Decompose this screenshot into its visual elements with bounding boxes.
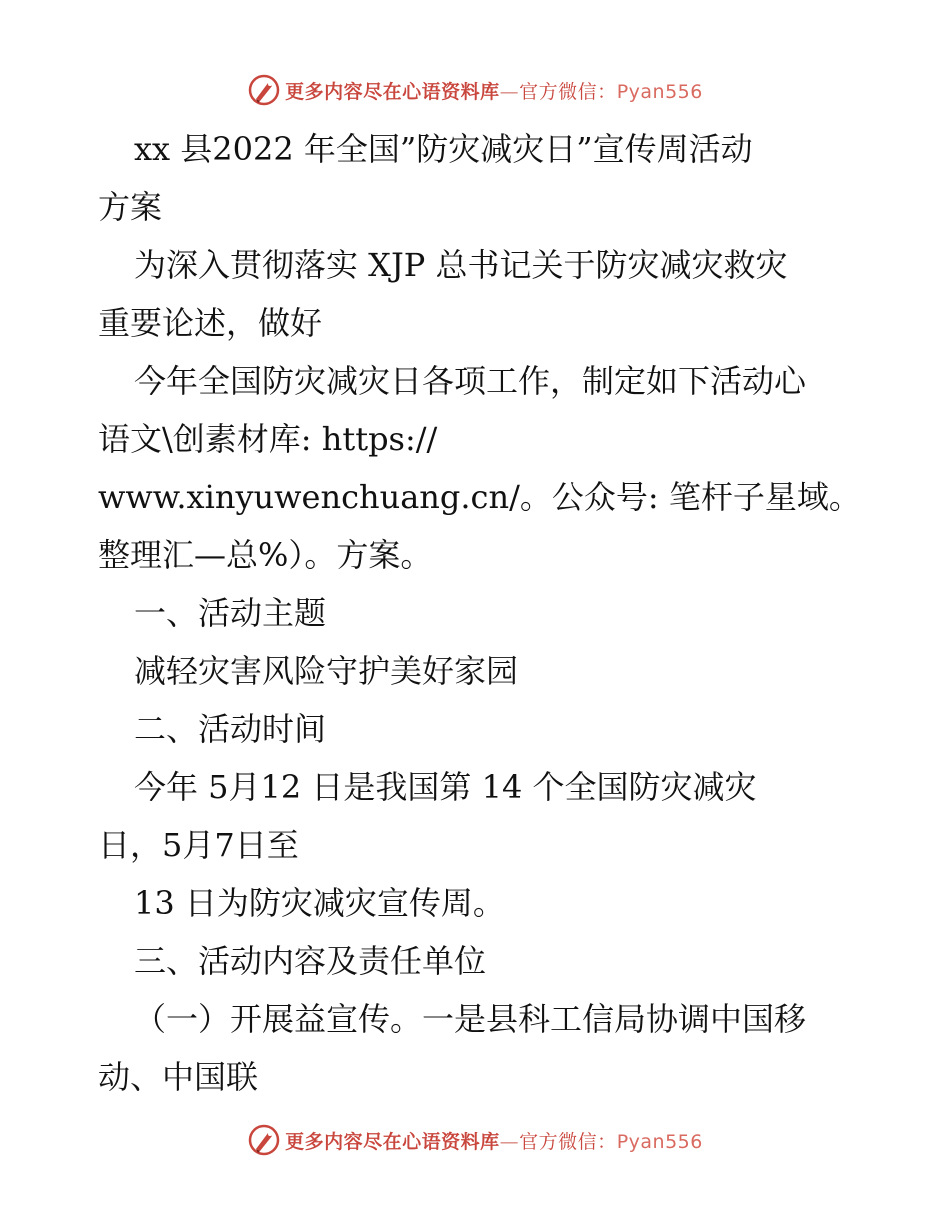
paragraph-work-cont-2: www.xinyuwenchuang.cn/。公众号: 笔杆子星域。 [98,478,861,516]
header-watermark-banner [0,70,950,110]
pen-logo-icon [247,1123,281,1157]
time-text: 今年 5月12 日是我国第 14 个全国防灾减灾 [134,768,757,806]
paragraph-intro: 为深入贯彻落实 XJP 总书记关于防灾减灾救灾 [134,246,788,284]
section-heading-theme: 一、活动主题 [134,594,327,632]
theme-text: 减轻灾害风险守护美好家园 [134,652,519,690]
banner-account: Pyan556 [616,1130,703,1153]
paragraph-work-cont-1: 语文\创素材库: https:// [98,420,438,458]
banner-account: Pyan556 [616,80,703,103]
time-text-cont-1: 日，5月7日至 [98,826,299,864]
paragraph-work: 今年全国防灾减灾日各项工作，制定如下活动心 [134,362,807,400]
paragraph-work-cont-3: 整理汇—总%）。方案。 [98,536,433,574]
banner-separator: — [499,80,520,103]
section-heading-content: 三、活动内容及责任单位 [134,942,487,980]
footer-watermark-banner [0,1120,950,1160]
doc-title-cont: 方案 [98,188,163,226]
banner-site-text: 更多内容尽在心语资料库 [285,1130,500,1153]
banner-site-text: 更多内容尽在心语资料库 [285,80,500,103]
pen-logo-icon [247,73,281,107]
section-heading-time: 二、活动时间 [134,710,327,748]
banner-wechat-label: 官方微信： [519,80,617,103]
paragraph-intro-cont: 重要论述，做好 [98,304,323,342]
banner-text [285,1127,703,1154]
banner-separator: — [499,1130,520,1153]
banner-wechat-label: 官方微信： [519,1130,617,1153]
banner-text [285,77,703,104]
doc-title: xx 县2022 年全国”防灾减灾日”宣传周活动 [134,130,753,168]
item-one-text-cont: 动、中国联 [98,1058,259,1096]
document-body [98,120,868,1106]
item-one-text: （一）开展益宣传。一是县科工信局协调中国移 [134,1000,807,1038]
time-text-cont-2: 13 日为防灾减灾宣传周。 [134,884,505,922]
